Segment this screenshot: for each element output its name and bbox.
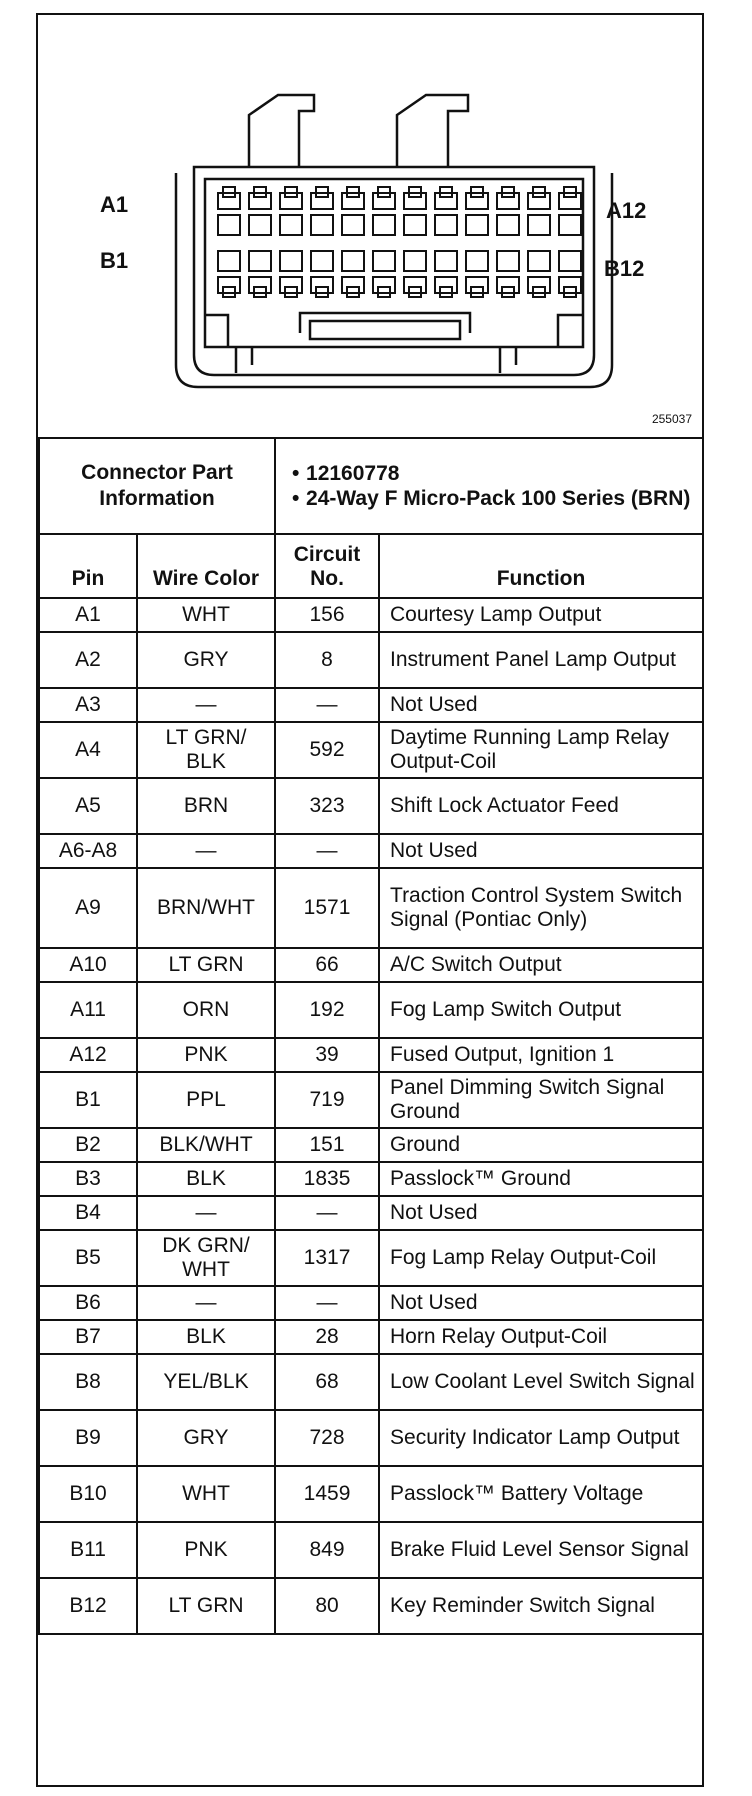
cavity-a7 [404, 215, 426, 235]
table-row [39, 1038, 703, 1072]
pinout-table [38, 437, 704, 1635]
pin-label-a12: A12 [606, 198, 647, 223]
cavity-b11 [528, 277, 550, 293]
cavity-a2 [249, 215, 271, 235]
circuit-cell: 151 [275, 1128, 379, 1162]
function-cell: Ground [379, 1128, 703, 1162]
table-row [39, 778, 703, 834]
function-cell: Fused Output, Ignition 1 [379, 1038, 703, 1072]
table-row [39, 722, 703, 778]
table-row [39, 948, 703, 982]
wire-color-cell: — [137, 1196, 275, 1230]
cavity-b1 [218, 277, 240, 293]
cavity-b5 [342, 251, 364, 271]
circuit-cell: — [275, 1286, 379, 1320]
cavity-b2 [249, 277, 271, 293]
function-cell: Daytime Running Lamp Relay Output-Coil [379, 722, 703, 778]
wire-color-cell: — [137, 688, 275, 722]
cavity-b12 [559, 251, 581, 271]
table-row [39, 632, 703, 688]
wire-color-cell: — [137, 1286, 275, 1320]
pin-cell: B2 [39, 1128, 137, 1162]
cavity-a12 [559, 215, 581, 235]
table-row [39, 598, 703, 632]
function-cell: Passlock™ Battery Voltage [379, 1466, 703, 1522]
function-cell: Panel Dimming Switch Signal Ground [379, 1072, 703, 1128]
table-header-row [39, 534, 703, 598]
wire-color-cell: LT GRN/ BLK [137, 722, 275, 778]
cavity-a4 [311, 193, 333, 209]
header-pin: Pin [39, 534, 137, 598]
wire-color-cell: BLK [137, 1320, 275, 1354]
circuit-cell: 1835 [275, 1162, 379, 1196]
circuit-cell: — [275, 834, 379, 868]
pin-cell: A5 [39, 778, 137, 834]
cavity-b3 [280, 251, 302, 271]
cavity-a8 [435, 193, 457, 209]
function-cell: Shift Lock Actuator Feed [379, 778, 703, 834]
cavity-b6 [373, 277, 395, 293]
function-cell: Not Used [379, 1286, 703, 1320]
cavity-a10 [497, 215, 519, 235]
cavity-b3 [280, 277, 302, 293]
cavity-a12 [559, 193, 581, 209]
cavity-b7 [404, 277, 426, 293]
table-row [39, 688, 703, 722]
cavity-b2 [249, 251, 271, 271]
table-row [39, 1320, 703, 1354]
function-cell: Brake Fluid Level Sensor Signal [379, 1522, 703, 1578]
circuit-cell: 1459 [275, 1466, 379, 1522]
cavity-a5 [342, 193, 364, 209]
pin-label-b1: B1 [100, 248, 129, 273]
pin-cell: A2 [39, 632, 137, 688]
circuit-cell: 80 [275, 1578, 379, 1634]
function-cell: A/C Switch Output [379, 948, 703, 982]
cavity-b4 [311, 277, 333, 293]
table-row [39, 1578, 703, 1634]
wire-color-cell: BRN [137, 778, 275, 834]
cavity-a11 [528, 193, 550, 209]
pin-label-a1: A1 [100, 192, 129, 217]
function-cell: Key Reminder Switch Signal [379, 1578, 703, 1634]
cavity-b1 [218, 251, 240, 271]
cavity-b10 [497, 277, 519, 293]
table-row [39, 1230, 703, 1286]
wire-color-cell: LT GRN [137, 948, 275, 982]
pin-cell: A11 [39, 982, 137, 1038]
function-cell: Security Indicator Lamp Output [379, 1410, 703, 1466]
cavity-a5 [342, 215, 364, 235]
table-row [39, 1072, 703, 1128]
part-number: 12160778 [306, 462, 400, 485]
pin-cell: B8 [39, 1354, 137, 1410]
header-function: Function [379, 534, 703, 598]
circuit-cell: 728 [275, 1410, 379, 1466]
wire-color-cell: PNK [137, 1522, 275, 1578]
pin-cell: B10 [39, 1466, 137, 1522]
circuit-cell: — [275, 688, 379, 722]
circuit-cell: 68 [275, 1354, 379, 1410]
cavity-b4 [311, 251, 333, 271]
pin-cell: A10 [39, 948, 137, 982]
cavity-b6 [373, 251, 395, 271]
circuit-cell: 323 [275, 778, 379, 834]
cavity-a3 [280, 193, 302, 209]
pin-cell: B12 [39, 1578, 137, 1634]
table-row [39, 1162, 703, 1196]
connector-info-details: • 12160778 • 24-Way F Micro-Pack 100 Series (BRN) [275, 438, 703, 534]
wire-color-cell: ORN [137, 982, 275, 1038]
circuit-cell: 1317 [275, 1230, 379, 1286]
function-cell: Traction Control System Switch Signal (Pontiac Only) [379, 868, 703, 948]
cavity-a4 [311, 215, 333, 235]
cavity-a7 [404, 193, 426, 209]
wire-color-cell: GRY [137, 1410, 275, 1466]
connector-diagram [38, 15, 702, 439]
cavity-a11 [528, 215, 550, 235]
pin-cell: B11 [39, 1522, 137, 1578]
cavity-b8 [435, 277, 457, 293]
cavity-a2 [249, 193, 271, 209]
wire-color-cell: LT GRN [137, 1578, 275, 1634]
function-cell: Instrument Panel Lamp Output [379, 632, 703, 688]
cavity-b9 [466, 251, 488, 271]
wire-color-cell: BRN/WHT [137, 868, 275, 948]
wire-color-cell: WHT [137, 598, 275, 632]
wire-color-cell: PNK [137, 1038, 275, 1072]
circuit-cell: 592 [275, 722, 379, 778]
wire-color-cell: YEL/BLK [137, 1354, 275, 1410]
cavity-a9 [466, 193, 488, 209]
cavity-b8 [435, 251, 457, 271]
connector-info-label: Connector Part Information [39, 438, 275, 534]
pin-cell: A3 [39, 688, 137, 722]
connector-drawing [38, 15, 702, 437]
pin-cell: A9 [39, 868, 137, 948]
function-cell: Passlock™ Ground [379, 1162, 703, 1196]
table-row [39, 1286, 703, 1320]
wire-color-cell: WHT [137, 1466, 275, 1522]
circuit-cell: 156 [275, 598, 379, 632]
cavity-a1 [218, 193, 240, 209]
cavity-a6 [373, 193, 395, 209]
wire-color-cell: GRY [137, 632, 275, 688]
cavity-b10 [497, 251, 519, 271]
cavity-b12 [559, 277, 581, 293]
function-cell: Not Used [379, 1196, 703, 1230]
cavity-b7 [404, 251, 426, 271]
cavity-a9 [466, 215, 488, 235]
cavity-b5 [342, 277, 364, 293]
header-circuit-no: Circuit No. [275, 534, 379, 598]
cavity-a1 [218, 215, 240, 235]
circuit-cell: 28 [275, 1320, 379, 1354]
function-cell: Courtesy Lamp Output [379, 598, 703, 632]
table-row [39, 1522, 703, 1578]
table-row [39, 868, 703, 948]
cavity-a8 [435, 215, 457, 235]
function-cell: Fog Lamp Switch Output [379, 982, 703, 1038]
table-row [39, 1128, 703, 1162]
connector-document [36, 13, 704, 1787]
circuit-cell: 8 [275, 632, 379, 688]
pin-cell: A6-A8 [39, 834, 137, 868]
cavity-a6 [373, 215, 395, 235]
header-wire-color: Wire Color [137, 534, 275, 598]
cavity-b11 [528, 251, 550, 271]
connector-info-row [39, 438, 703, 534]
circuit-cell: 849 [275, 1522, 379, 1578]
pin-cell: B1 [39, 1072, 137, 1128]
function-cell: Horn Relay Output-Coil [379, 1320, 703, 1354]
pin-cell: A1 [39, 598, 137, 632]
circuit-cell: 1571 [275, 868, 379, 948]
function-cell: Fog Lamp Relay Output-Coil [379, 1230, 703, 1286]
pin-cell: B7 [39, 1320, 137, 1354]
circuit-cell: 192 [275, 982, 379, 1038]
circuit-cell: — [275, 1196, 379, 1230]
circuit-cell: 719 [275, 1072, 379, 1128]
wire-color-cell: BLK/WHT [137, 1128, 275, 1162]
figure-number: 255037 [651, 412, 692, 426]
circuit-cell: 66 [275, 948, 379, 982]
table-row [39, 1354, 703, 1410]
pin-cell: A4 [39, 722, 137, 778]
cavity-a3 [280, 215, 302, 235]
table-row [39, 982, 703, 1038]
cavity-b9 [466, 277, 488, 293]
table-row [39, 1410, 703, 1466]
function-cell: Not Used [379, 688, 703, 722]
pin-cell: B5 [39, 1230, 137, 1286]
table-row [39, 1466, 703, 1522]
pin-cell: B6 [39, 1286, 137, 1320]
wire-color-cell: PPL [137, 1072, 275, 1128]
pin-cell: B3 [39, 1162, 137, 1196]
table-row [39, 834, 703, 868]
wire-color-cell: DK GRN/ WHT [137, 1230, 275, 1286]
wire-color-cell: BLK [137, 1162, 275, 1196]
pin-cell: A12 [39, 1038, 137, 1072]
pin-cell: B9 [39, 1410, 137, 1466]
wire-color-cell: — [137, 834, 275, 868]
function-cell: Low Coolant Level Switch Signal [379, 1354, 703, 1410]
connector-description: 24-Way F Micro-Pack 100 Series (BRN) [306, 487, 691, 510]
function-cell: Not Used [379, 834, 703, 868]
table-row [39, 1196, 703, 1230]
pin-label-b12: B12 [604, 256, 645, 281]
circuit-cell: 39 [275, 1038, 379, 1072]
pin-cell: B4 [39, 1196, 137, 1230]
cavity-a10 [497, 193, 519, 209]
